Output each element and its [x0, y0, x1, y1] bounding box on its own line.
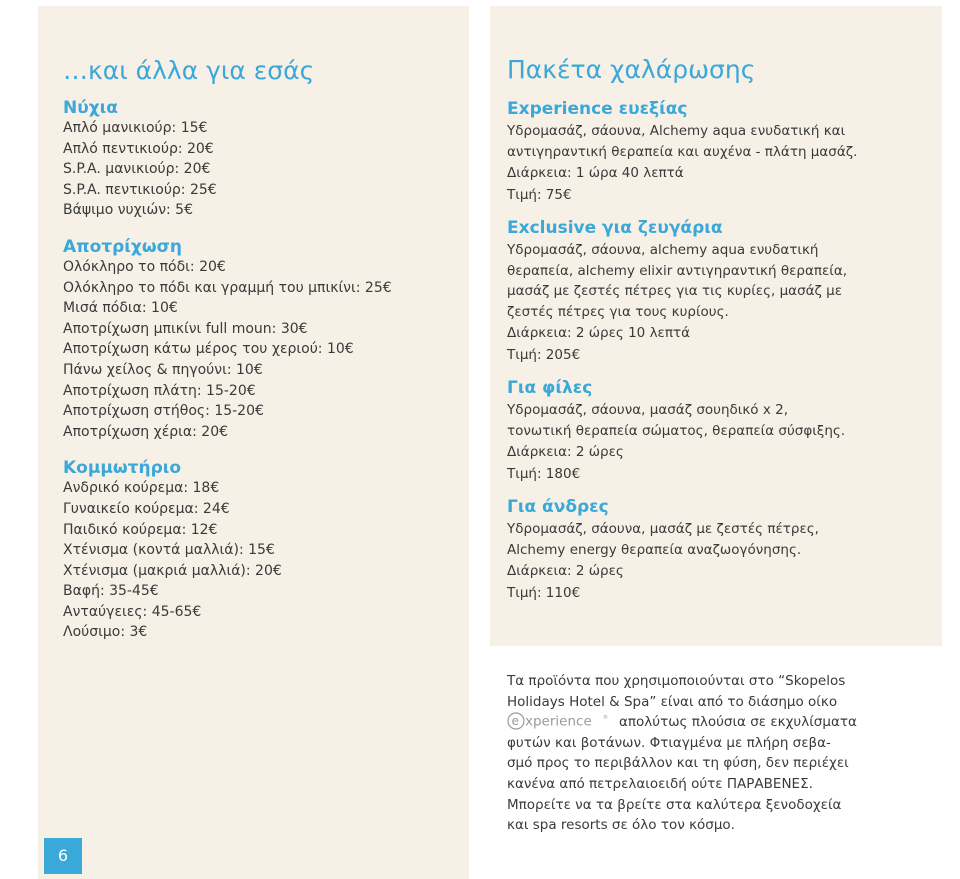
package-description: ζεστές πέτρες για τους κυρίους.: [507, 303, 729, 320]
price-item: Αποτρίχωση κάτω μέρος του χεριού: 10€: [63, 341, 354, 358]
footnote-line: Τα προϊόντα που χρησιμοποιούνται στο “Skopelos: [507, 673, 846, 689]
footnote-line: κανένα από πετρελαιοειδή ούτε ΠΑΡΑΒΕΝΕΣ.: [507, 775, 813, 792]
package-heading: Για φίλες: [507, 378, 593, 398]
price-item: Αποτρίχωση μπικίνι full moun: 30€: [63, 320, 308, 337]
price-item: S.P.A. πεντικιούρ: 25€: [63, 181, 217, 198]
package-description: μασάζ με ζεστές πέτρες για τις κυρίες, μασάζ με: [507, 283, 843, 299]
price-item: Βάψιμο νυχιών: 5€: [63, 202, 193, 219]
footnote-line: και spa resorts σε όλο τον κόσμο.: [507, 817, 735, 834]
package-price: Τιμή: 205€: [507, 347, 581, 363]
svg-text:®: ®: [603, 715, 608, 722]
footnote-line: Μπορείτε να τα βρείτε στα καλύτερα ξενοδοχεία: [507, 796, 842, 813]
price-item: Πάνω χείλος & πηγούνι: 10€: [63, 361, 263, 378]
price-item: Απλό μανικιούρ: 15€: [63, 120, 208, 136]
package-description: Υδρομασάζ, σάουνα, alchemy aqua ενυδατική: [507, 242, 819, 258]
package-description: αντιγηραντική θεραπεία και αυχένα - πλάτη μασάζ.: [507, 143, 858, 160]
package-duration: Διάρκεια: 2 ώρες: [507, 563, 624, 579]
price-item: Χτένισμα (κοντά μαλλιά): 15€: [63, 542, 275, 559]
price-item: Ανταύγειες: 45-65€: [63, 603, 202, 620]
package-description: Alchemy energy θεραπεία αναζωογόνησης.: [507, 541, 802, 558]
right-title: Πακέτα χαλάρωσης: [507, 55, 756, 84]
products-footnote: [507, 671, 937, 836]
section-heading: Νύχια: [63, 98, 118, 118]
price-item: Λούσιμο: 3€: [63, 624, 148, 641]
page-number: 6: [57, 846, 69, 865]
price-item: Χτένισμα (μακριά μαλλιά): 20€: [63, 562, 282, 579]
page-number-badge: [44, 838, 82, 874]
price-item: Αποτρίχωση χέρια: 20€: [63, 423, 229, 440]
price-item: Μισά πόδια: 10€: [63, 300, 178, 317]
footnote-text: απολύτως πλούσια σε εκχυλίσματα: [619, 714, 857, 731]
price-list: [63, 98, 463, 643]
package-description: Υδρομασάζ, σάουνα, μασάζ σουηδικό x 2,: [507, 402, 789, 418]
price-item: Απλό πεντικιούρ: 20€: [63, 140, 214, 157]
package-description: Υδρομασάζ, σάουνα, Alchemy aqua ενυδατική και: [507, 123, 846, 139]
footnote-line: φυτών και βοτάνων. Φτιαγμένα με πλήρη σεβα-: [507, 734, 831, 751]
package-duration: Διάρκεια: 1 ώρα 40 λεπτά: [507, 165, 684, 181]
price-item: Ολόκληρο το πόδι και γραμμή του μπικίνι: 25€: [63, 279, 392, 296]
section-heading: Κομμωτήριο: [63, 458, 182, 479]
section-heading: Αποτρίχωση: [63, 236, 183, 257]
package-description: Υδρομασάζ, σάουνα, μασάζ με ζεστές πέτρες,: [507, 521, 819, 537]
price-item: Γυναικείο κούρεμα: 24€: [63, 500, 230, 517]
package-price: Τιμή: 110€: [507, 585, 581, 601]
left-title: …και άλλα για εσάς: [63, 56, 315, 85]
price-item: Ανδρικό κούρεμα: 18€: [63, 480, 220, 497]
package-description: τονωτική θεραπεία σώματος, θεραπεία σύσφιξης.: [507, 422, 846, 439]
svg-text:xperience: xperience: [525, 713, 592, 730]
package-heading: Για άνδρες: [507, 497, 609, 517]
price-item: Παιδικό κούρεμα: 12€: [63, 521, 218, 538]
price-item: Αποτρίχωση πλάτη: 15-20€: [63, 382, 256, 399]
package-price: Τιμή: 75€: [507, 187, 572, 203]
footnote-line: Holidays Hotel & Spa” είναι από το διάσημο οίκο: [507, 693, 838, 710]
price-item: Βαφή: 35-45€: [63, 583, 159, 600]
package-duration: Διάρκεια: 2 ώρες 10 λεπτά: [507, 325, 691, 341]
package-price: Τιμή: 180€: [507, 466, 581, 482]
price-item: S.P.A. μανικιούρ: 20€: [63, 161, 211, 178]
experience-logo: [507, 712, 611, 730]
package-heading: Exclusive για ζευγάρια: [507, 218, 723, 238]
price-item: Ολόκληρο το πόδι: 20€: [63, 258, 226, 275]
footnote-line: [507, 712, 937, 733]
footnote-line: σμό προς το περιβάλλον και τη φύση, δεν περιέχει: [507, 755, 849, 772]
package-duration: Διάρκεια: 2 ώρες: [507, 444, 624, 460]
packages-list: [507, 99, 939, 604]
price-item: Αποτρίχωση στήθος: 15-20€: [63, 403, 264, 420]
svg-text:e: e: [511, 714, 519, 729]
package-heading: Experience ευεξίας: [507, 99, 688, 119]
package-description: θεραπεία, alchemy elixir αντιγηραντική θεραπεία,: [507, 262, 848, 279]
